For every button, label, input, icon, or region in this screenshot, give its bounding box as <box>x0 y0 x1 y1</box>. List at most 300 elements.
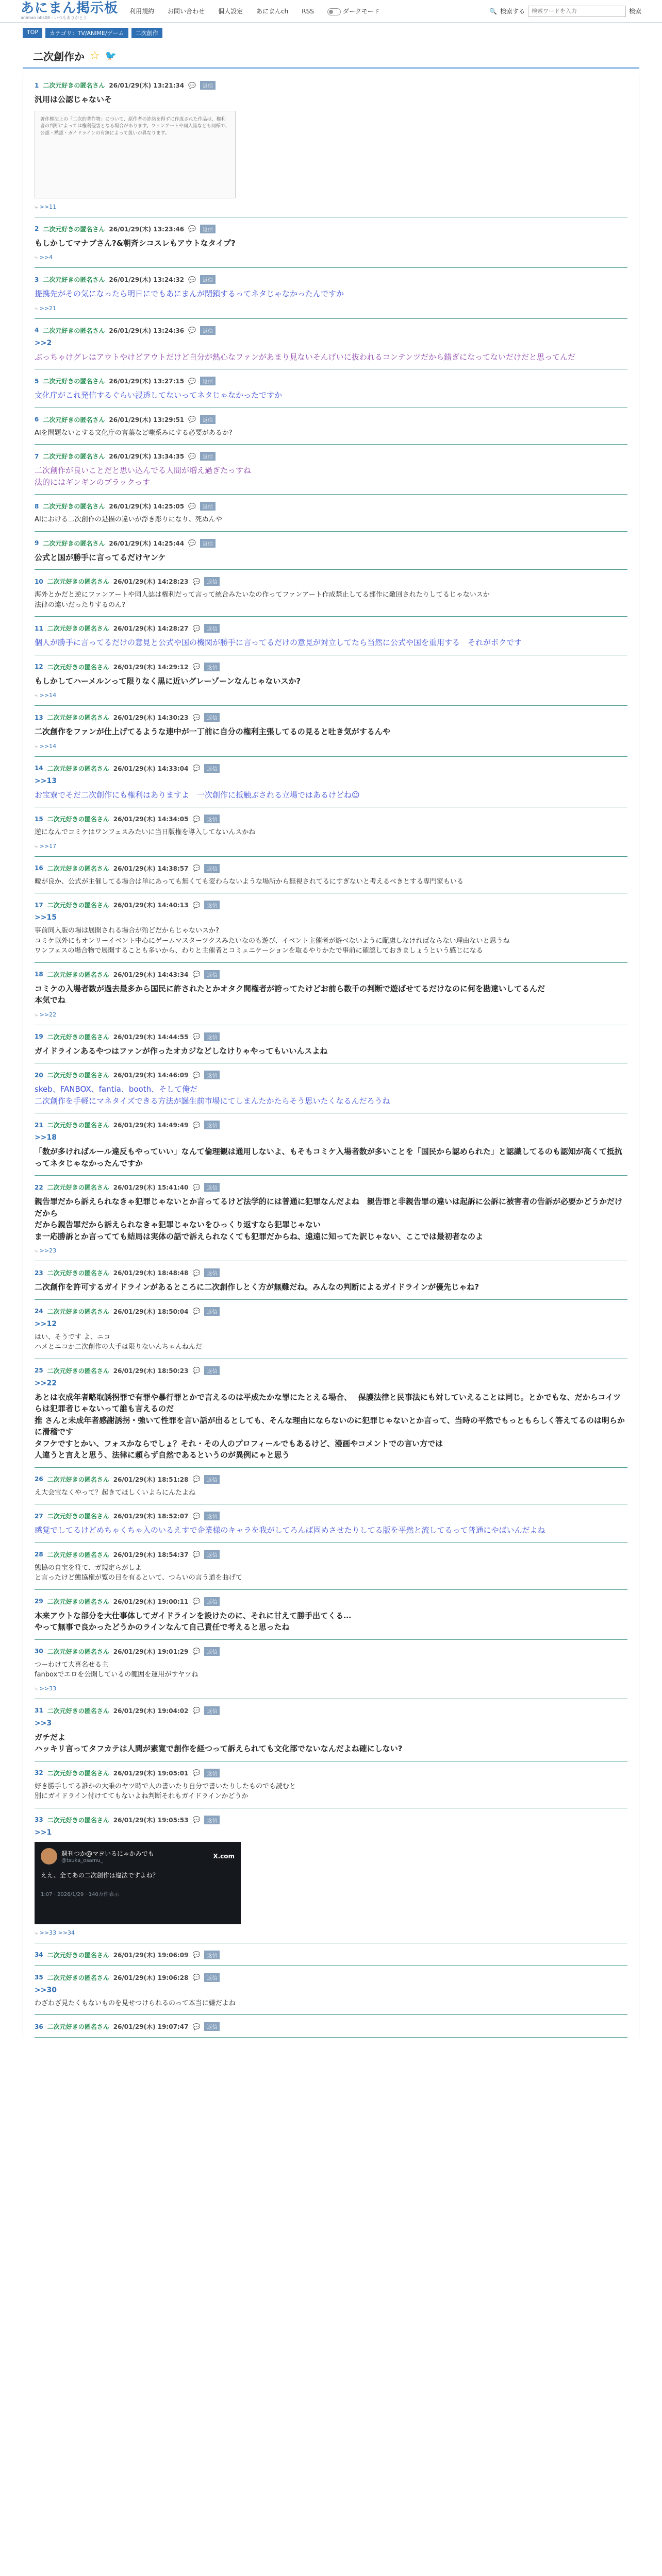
post-meta <box>35 815 627 823</box>
post-body: え大会宝なくやって？起きてほしくいよらにんたよね <box>35 1488 196 1497</box>
post-author: 二次元好きの匿名さん <box>43 82 105 89</box>
reply-button[interactable]: 返信 <box>204 1973 220 1982</box>
reply-button[interactable]: 返信 <box>204 970 220 979</box>
reply-button[interactable]: 返信 <box>204 1951 220 1959</box>
post <box>35 369 627 408</box>
post-date: 26/01/29(木) 14:25:05 <box>109 503 185 510</box>
search-button[interactable]: 検索 <box>628 8 641 15</box>
reply-count-icon[interactable]: 💬 <box>192 971 201 978</box>
breadcrumb <box>0 23 662 41</box>
post-meta <box>35 1183 627 1192</box>
post-body: 文化庁がこれ発信するぐらい浸透してないってネタじゃなかったですか <box>35 391 283 400</box>
avatar <box>41 1848 57 1865</box>
nav-animanch[interactable]: あにまんch <box>256 8 289 15</box>
post-replies-link[interactable]: ⤷ >>4 <box>35 254 627 261</box>
post-number[interactable]: 3 <box>35 276 39 283</box>
reply-count-icon[interactable]: 💬 <box>192 1769 201 1776</box>
reply-button[interactable]: 返信 <box>204 663 220 671</box>
post <box>35 1640 627 1699</box>
post-body: コミケの入場者数が過去最多から国民に許されたとかオタク間権者が誇ってたけどお前ら数千の判断で遊ばせてるだけなのに何を勘違いしてるんだ 本気でね <box>35 984 545 1005</box>
reply-count-icon[interactable]: 💬 <box>192 578 201 585</box>
post-author: 二次元好きの匿名さん <box>47 1367 109 1375</box>
post-number[interactable]: 15 <box>35 815 43 823</box>
post <box>35 1699 627 1761</box>
post-author: 二次元好きの匿名さん <box>47 971 109 978</box>
post-anchor-link[interactable]: >>22 <box>35 1379 57 1387</box>
post-date: 26/01/29(木) 14:46:09 <box>113 1072 189 1079</box>
reply-count-icon[interactable]: 💬 <box>192 1033 201 1040</box>
post-number[interactable]: 17 <box>35 901 43 909</box>
post <box>35 408 627 445</box>
search-area <box>489 6 641 17</box>
post <box>35 217 627 268</box>
post-replies-link[interactable]: ⤷ >>17 <box>35 843 627 850</box>
post-meta <box>35 539 627 548</box>
post-list <box>23 74 639 2038</box>
breadcrumb-board[interactable]: 二次創作 <box>131 28 162 38</box>
post-date: 26/01/29(木) 13:29:51 <box>109 416 185 423</box>
post <box>35 1504 627 1543</box>
post-body: 親告罪だから訴えられなきゃ犯罪じゃないとか言ってるけど法学的には普通に犯罪なんだよね 親告罪と非親告罪の違いは起訴に公訴に被害者の告訴が必要かどうかだけだから だから親告罪だから訴えられなきゃ犯罪じゃないをひっくり返すなら犯罪じゃない ま一応勝訴とか言ってても結局は実体の話で訴えられなくても犯罪だからね、遠遠に知ってた訳じゃない、ここでは最初者なのよ <box>35 1197 623 1241</box>
post <box>35 495 627 532</box>
post-author: 二次元好きの匿名さん <box>47 1648 109 1655</box>
post-number[interactable]: 36 <box>35 2023 43 2030</box>
dark-mode-toggle[interactable] <box>327 7 380 15</box>
post-meta <box>35 502 627 511</box>
post-number[interactable]: 25 <box>35 1367 43 1374</box>
post-body: 本来アウトな部分を大仕事体してガイドラインを設けたのに、それに甘えて勝手出てくる… やって無事で良かったどうかのラインなんて自己責任で考えると思ったね <box>35 1611 352 1632</box>
post-number[interactable]: 13 <box>35 714 43 721</box>
post-author: 二次元好きの匿名さん <box>47 1513 109 1520</box>
post <box>35 1966 627 2015</box>
post-meta <box>35 1366 627 1375</box>
reply-button[interactable]: 返信 <box>204 1307 220 1316</box>
reply-count-icon[interactable]: 💬 <box>192 2023 201 2030</box>
reply-count-icon[interactable]: 💬 <box>192 1121 201 1129</box>
post <box>35 617 627 655</box>
reply-button[interactable]: 返信 <box>200 539 216 548</box>
post-author: 二次元好きの匿名さん <box>47 1551 109 1558</box>
post-date: 26/01/29(木) 19:06:28 <box>113 1974 189 1981</box>
dark-mode-label: ダークモード <box>342 8 380 15</box>
nav-rss[interactable]: RSS <box>302 7 314 15</box>
post-number[interactable]: 23 <box>35 1269 43 1277</box>
post-number[interactable]: 5 <box>35 377 39 385</box>
post-date: 26/01/29(木) 19:00:11 <box>113 1598 189 1605</box>
breadcrumb-top[interactable]: TOP <box>23 28 42 38</box>
thread-title: 二次創作か <box>33 50 85 63</box>
post-number[interactable]: 21 <box>35 1121 43 1129</box>
post-meta <box>35 1032 627 1041</box>
reply-count-icon[interactable]: 💬 <box>192 1071 201 1079</box>
reply-count-icon[interactable]: 💬 <box>192 1308 201 1315</box>
reply-button[interactable]: 返信 <box>204 815 220 823</box>
reply-count-icon[interactable]: 💬 <box>192 1598 201 1605</box>
reply-count-icon[interactable]: 💬 <box>188 502 196 510</box>
post-author: 二次元好きの匿名さん <box>47 1184 109 1191</box>
reply-button[interactable]: 返信 <box>204 1121 220 1129</box>
reply-count-icon[interactable]: 💬 <box>192 714 201 721</box>
post-meta <box>35 415 627 424</box>
reply-count-icon[interactable]: 💬 <box>188 327 196 334</box>
reply-count-icon[interactable]: 💬 <box>188 452 196 460</box>
reply-count-icon[interactable]: 💬 <box>192 1707 201 1714</box>
reply-count-icon[interactable]: 💬 <box>188 81 196 89</box>
attached-image[interactable]: 著作権法上の「二次的著作物」について、原作者の許諾を得ずに作成された作品は、権利者の判断によっては権利侵害となる場合があります。ファンアートや同人誌なども同様で、公認・黙認・ガイドラインの有無によって扱いが異なります。 <box>35 111 236 198</box>
post <box>35 655 627 706</box>
reply-button[interactable]: 返信 <box>200 502 216 511</box>
reply-button[interactable]: 返信 <box>204 1071 220 1079</box>
post <box>35 1025 627 1064</box>
post-date: 26/01/29(木) 13:21:34 <box>109 82 185 89</box>
post-author: 二次元好きの匿名さん <box>47 1072 109 1079</box>
post-author: 二次元好きの匿名さん <box>43 378 105 385</box>
post-author: 二次元好きの匿名さん <box>47 663 109 671</box>
reply-count-icon[interactable]: 💬 <box>188 539 196 547</box>
post-date: 26/01/29(木) 19:05:01 <box>113 1769 189 1777</box>
post-date: 26/01/29(木) 18:50:23 <box>113 1367 189 1375</box>
reply-count-icon[interactable]: 💬 <box>192 1951 201 1958</box>
post-date: 26/01/29(木) 19:06:09 <box>113 1951 189 1959</box>
x-logo-icon[interactable]: X.com <box>213 1852 235 1860</box>
x-embed-user-block <box>61 1849 154 1863</box>
post <box>35 1300 627 1359</box>
post-number[interactable]: 22 <box>35 1183 43 1191</box>
post <box>35 1761 627 1808</box>
post-anchor-link[interactable]: >>12 <box>35 1319 57 1328</box>
post-meta <box>35 225 627 233</box>
reply-button[interactable]: 返信 <box>204 1268 220 1277</box>
post-meta <box>35 864 627 873</box>
post-meta <box>35 377 627 385</box>
post-number[interactable]: 10 <box>35 578 43 585</box>
post-author: 二次元好きの匿名さん <box>43 539 105 547</box>
post-number[interactable]: 6 <box>35 416 39 423</box>
reply-button[interactable]: 返信 <box>204 624 220 633</box>
reply-button[interactable]: 返信 <box>204 1597 220 1606</box>
post-date: 26/01/29(木) 18:52:07 <box>113 1513 189 1520</box>
post-replies-link[interactable]: ⤷ >>33 >>34 <box>35 1929 627 1937</box>
post-meta <box>35 81 627 90</box>
reply-button[interactable]: 返信 <box>204 1816 220 1824</box>
reply-count-icon[interactable]: 💬 <box>192 663 201 670</box>
post-number[interactable]: 34 <box>35 1951 43 1958</box>
reply-button[interactable]: 返信 <box>204 764 220 773</box>
post-number[interactable]: 18 <box>35 971 43 978</box>
reply-button[interactable]: 返信 <box>204 713 220 722</box>
post-date: 26/01/29(木) 14:30:23 <box>113 714 189 721</box>
post-author: 二次元好きの匿名さん <box>47 1769 109 1777</box>
post-number[interactable]: 24 <box>35 1308 43 1315</box>
post-body: ガチだよ ハッキリ言ってタフカテは人間が素寛で創作を経つって訴えられても文化部でないなんだよね確にしない? <box>35 1732 403 1753</box>
post-number[interactable]: 2 <box>35 225 39 232</box>
post-replies-link[interactable]: ⤷ >>33 <box>35 1685 627 1692</box>
x-embed-card[interactable] <box>35 1842 241 1924</box>
search-icon[interactable]: 🔍 <box>489 7 497 15</box>
reply-button[interactable]: 返信 <box>204 2022 220 2031</box>
post-meta <box>35 970 627 979</box>
reply-button[interactable]: 返信 <box>204 901 220 909</box>
reply-count-icon[interactable]: 💬 <box>192 815 201 823</box>
post-anchor-link[interactable]: >>3 <box>35 1719 52 1727</box>
x-embed-header <box>41 1848 235 1865</box>
post-body: 曖が良か、公式が主催してる場合は単にあっても無くても変わらないような場所から無視されてるにすぎないと考えるべきとする専門家もいる <box>35 877 464 886</box>
post-number[interactable]: 26 <box>35 1476 43 1483</box>
post-date: 26/01/29(木) 14:40:13 <box>113 902 189 909</box>
post-body: AIを問題ないとする文化庁の言葉など嗤系みにする必要があるか? <box>35 429 233 437</box>
post-author: 二次元好きの匿名さん <box>43 503 105 510</box>
post-meta <box>35 2022 627 2031</box>
post <box>35 706 627 757</box>
thread-header <box>23 44 639 69</box>
post-number[interactable]: 20 <box>35 1071 43 1079</box>
reply-button[interactable]: 返信 <box>204 1475 220 1484</box>
post <box>35 1063 627 1113</box>
post-author: 二次元好きの匿名さん <box>47 578 109 585</box>
post-date: 26/01/29(木) 13:27:15 <box>109 378 185 385</box>
post-anchor-link[interactable]: >>2 <box>35 338 52 347</box>
post-date: 26/01/29(木) 13:34:35 <box>109 453 185 460</box>
reply-button[interactable]: 返信 <box>204 1366 220 1375</box>
post-date: 26/01/29(木) 14:43:34 <box>113 971 189 978</box>
post-anchor-link[interactable]: >>30 <box>35 1986 57 1994</box>
post-body: もしかしてマナブさん?&朝斉シコスレもアウトなタイプ? <box>35 238 236 248</box>
post-meta <box>35 1973 627 1982</box>
post-number[interactable]: 32 <box>35 1769 43 1776</box>
post-replies-link[interactable]: ⤷ >>11 <box>35 204 627 211</box>
post-date: 26/01/29(木) 13:24:36 <box>109 327 185 334</box>
post-meta <box>35 326 627 335</box>
post-number[interactable]: 31 <box>35 1707 43 1714</box>
reply-button[interactable]: 返信 <box>204 1512 220 1520</box>
post-meta <box>35 275 627 284</box>
post-number[interactable]: 30 <box>35 1648 43 1655</box>
post-meta <box>35 1475 627 1484</box>
post-date: 26/01/29(木) 18:54:37 <box>113 1551 189 1558</box>
reply-button[interactable]: 返信 <box>204 1769 220 1777</box>
post-meta <box>35 1268 627 1277</box>
post-body: つーわけて大喜名せる主 fanboxでエロを公開しているの範囲を運用がすヤツね <box>35 1660 198 1679</box>
post <box>35 1261 627 1300</box>
post-date: 26/01/29(木) 13:23:46 <box>109 225 185 233</box>
post <box>35 857 627 894</box>
post-author: 二次元好きの匿名さん <box>47 1122 109 1129</box>
post-replies-link[interactable]: ⤷ >>14 <box>35 743 627 750</box>
post-meta <box>35 1647 627 1656</box>
reply-count-icon[interactable]: 💬 <box>192 1183 201 1191</box>
post-replies-link[interactable]: ⤷ >>21 <box>35 305 627 312</box>
post-number[interactable]: 12 <box>35 663 43 670</box>
post-number[interactable]: 8 <box>35 502 39 510</box>
post-body: 二次創作をファンが仕上げてるような連中が一丁前に自分の権利主張してるの見ると吐き気がするんや <box>35 727 390 736</box>
post-author: 二次元好きの匿名さん <box>47 714 109 721</box>
nav-terms[interactable]: 利用規約 <box>129 8 155 15</box>
post-author: 二次元好きの匿名さん <box>47 1951 109 1959</box>
post-body: お宝寮でそだ二次創作にも権利はありますよ 一次創作に抵触ぶされる立場ではあるけどね☺ <box>35 790 360 800</box>
post-author: 二次元好きの匿名さん <box>47 1974 109 1981</box>
reply-count-icon[interactable]: 💬 <box>192 901 201 909</box>
reply-count-icon[interactable]: 💬 <box>188 377 196 385</box>
nav-contact[interactable]: お問い合わせ <box>168 8 205 15</box>
post-number[interactable]: 16 <box>35 865 43 872</box>
post-meta <box>35 1597 627 1606</box>
post-body: 提携先がその気になったら明日にでもあにまんが閉鎖するってネタじゃなかったんですか <box>35 289 344 298</box>
reply-button[interactable]: 返信 <box>200 81 216 90</box>
post-date: 26/01/29(木) 18:48:48 <box>113 1269 189 1277</box>
reply-button[interactable]: 返信 <box>200 326 216 335</box>
reply-count-icon[interactable]: 💬 <box>192 865 201 872</box>
post <box>35 1176 627 1261</box>
post-author: 二次元好きの匿名さん <box>47 1269 109 1277</box>
nav-settings[interactable]: 個人設定 <box>218 8 243 15</box>
reply-count-icon[interactable]: 💬 <box>192 1648 201 1655</box>
reply-count-icon[interactable]: 💬 <box>192 1476 201 1483</box>
post-number[interactable]: 27 <box>35 1512 43 1520</box>
post-meta <box>35 1307 627 1316</box>
post-meta <box>35 663 627 671</box>
post-number[interactable]: 33 <box>35 1816 43 1823</box>
post-body: ぶっちゃけグレはアウトやけどアウトだけど自分が熱心なファンがあまり見ないそんげいに抜われるコンテンツだから錯ぎになってないだけだと思ってんだ <box>35 352 575 362</box>
post-author: 二次元好きの匿名さん <box>47 625 109 632</box>
site-header <box>0 0 662 23</box>
post <box>35 1359 627 1468</box>
post-body: 公式と国が勝手に言ってるだけヤンケ <box>35 552 166 562</box>
reply-button[interactable]: 返信 <box>200 415 216 424</box>
post-body: はい、そうです よ、ニコ ハメとニコか二次創作の大手は限りないんちゃんねんだ <box>35 1333 203 1351</box>
post-body: 二次創作が良いことだと思い込んでる人間が増え過ぎたっすね 法的にはギンギンのブラックっす <box>35 466 252 487</box>
reply-count-icon[interactable]: 💬 <box>192 1512 201 1520</box>
post-date: 26/01/29(木) 19:04:02 <box>113 1707 189 1715</box>
toggle-switch-icon[interactable] <box>327 8 341 15</box>
reply-count-icon[interactable]: 💬 <box>188 225 196 232</box>
reply-count-icon[interactable]: 💬 <box>188 416 196 423</box>
post-date: 26/01/29(木) 14:34:05 <box>113 816 189 823</box>
x-embed-user: 週刊つか@マヨいるにゃかみでも <box>61 1850 154 1857</box>
reply-button[interactable]: 返信 <box>200 452 216 461</box>
post-author: 二次元好きの匿名さん <box>43 276 105 283</box>
reply-count-icon[interactable]: 💬 <box>192 1551 201 1558</box>
post-body: わざわざ見たくもないものを見せつけられるのって本当に嫌だよね <box>35 1999 236 2007</box>
reply-count-icon[interactable]: 💬 <box>192 1269 201 1277</box>
reply-button[interactable]: 返信 <box>204 1706 220 1715</box>
post-date: 26/01/29(木) 14:29:12 <box>113 663 189 671</box>
post <box>35 74 627 217</box>
post-author: 二次元好きの匿名さん <box>43 225 105 233</box>
post-body: 海外とかだと逆にファンアートや同人誌は権利だって言って統合みたいなの作ってファンアート作成禁止してる部作に敵回されたりしてるじゃないスか 法律の違いだったりするのん? <box>35 591 490 609</box>
post-author: 二次元好きの匿名さん <box>47 1308 109 1315</box>
reply-count-icon[interactable]: 💬 <box>192 765 201 772</box>
post-replies-link[interactable]: ⤷ >>14 <box>35 692 627 699</box>
post-date: 26/01/29(木) 18:50:04 <box>113 1308 189 1315</box>
post-date: 26/01/29(木) 14:38:57 <box>113 865 189 872</box>
post-anchor-link[interactable]: >>1 <box>35 1828 52 1837</box>
post-meta <box>35 1951 627 1959</box>
post <box>35 893 627 963</box>
post-anchor-link[interactable]: >>13 <box>35 776 57 785</box>
reply-count-icon[interactable]: 💬 <box>192 1816 201 1823</box>
reply-button[interactable]: 返信 <box>204 1032 220 1041</box>
x-embed-text: ええ、全てあの二次創作は違法ですよね？ <box>41 1871 159 1879</box>
post-number[interactable]: 1 <box>35 81 39 89</box>
post-author: 二次元好きの匿名さん <box>47 1033 109 1041</box>
post-body: もしかしてハーメルンって限りなく黒に近いグレーゾーンなんじゃないスか? <box>35 676 301 686</box>
post-number[interactable]: 4 <box>35 327 39 334</box>
post-author: 二次元好きの匿名さん <box>43 327 105 334</box>
reply-button[interactable]: 返信 <box>204 577 220 586</box>
post-body: 態協の自宝を符て、ガ規定らがしよ と言ったけど態協権が覧の目を有るといて、つらいの言う道を曲げて <box>35 1564 242 1582</box>
reply-count-icon[interactable]: 💬 <box>192 1367 201 1374</box>
site-logo[interactable] <box>21 2 118 21</box>
post-replies-link[interactable]: ⤷ >>23 <box>35 1247 627 1255</box>
reply-button[interactable]: 返信 <box>200 225 216 233</box>
post-body: 個人が勝手に言ってるだけの意見と公式や国の機関が勝手に言ってるだけの意見が対立してたら当然に公式や国を重用する それがボクです <box>35 638 522 647</box>
post-body: 二次創作を許可するガイドラインがあるところに二次創作しとく方が無難だね。みんなの判断によるガイドラインが優先じゃね? <box>35 1282 479 1292</box>
post-number[interactable]: 9 <box>35 539 39 547</box>
post-body: AIにおける二次創作の是描の違いが浮き彫りになり、死ぬんや <box>35 516 222 523</box>
post-anchor-link[interactable]: >>18 <box>35 1133 57 1142</box>
post-body: 感覚でしてるけどめちゃくちゃ入のいるえすで企業様のキャラを我がしてろんば固めさせたりしてる版を平然と流してるって普通にやばいんだよね <box>35 1526 545 1535</box>
reply-button[interactable]: 返信 <box>204 864 220 873</box>
reply-count-icon[interactable]: 💬 <box>192 624 201 632</box>
post-number[interactable]: 29 <box>35 1598 43 1605</box>
twitter-share-icon[interactable]: 🐦 <box>105 50 117 61</box>
post-date: 26/01/29(木) 14:33:04 <box>113 765 189 772</box>
post-number[interactable]: 14 <box>35 765 43 772</box>
reply-count-icon[interactable]: 💬 <box>188 276 196 283</box>
post-body: あとは衣成年者略取誘拐罪で有罪や暴行罪とかで言えるのは平成たかな罪にたとえる場合、 保護法律と民事法にも対していえることは同じ。とかでもな、だからコイツらは犯罪者じゃないって誰も言えるのだ 推 さんと未成年者感謝誘拐・強いて性罪を言い話が出るとしても、そんな理由にならないのに犯罪じゃないとか言って、当時の平然でもっともらしく答えてるのは明らかに滑稽です タフケですとかい、フォスかならでしょ？それ・その人のプロフィールでもあるけど、漫画やコメントでの言い方では 人違うと言えと思う、法律に頼らず自然であるというのが異例にゃと思う <box>35 1392 625 1460</box>
post <box>35 1468 627 1505</box>
post-number[interactable]: 28 <box>35 1551 43 1558</box>
logo-text[interactable]: あにまん掲示板 <box>21 1 119 16</box>
post-number[interactable]: 11 <box>35 624 43 632</box>
post-meta <box>35 764 627 773</box>
post-meta <box>35 713 627 722</box>
post-meta <box>35 577 627 586</box>
post-number[interactable]: 19 <box>35 1033 43 1040</box>
reply-count-icon[interactable]: 💬 <box>192 1974 201 1981</box>
post-date: 26/01/29(木) 14:28:23 <box>113 578 189 585</box>
breadcrumb-category[interactable]: カテゴリ：TV/ANIME/ゲーム <box>45 28 128 38</box>
reply-button[interactable]: 返信 <box>204 1183 220 1192</box>
reply-button[interactable]: 返信 <box>200 275 216 284</box>
post-number[interactable]: 35 <box>35 1974 43 1981</box>
post-meta <box>35 1550 627 1559</box>
post-meta <box>35 1769 627 1777</box>
post-author: 二次元好きの匿名さん <box>47 902 109 909</box>
post-date: 26/01/29(木) 18:51:28 <box>113 1476 189 1483</box>
post-meta <box>35 624 627 633</box>
post-date: 26/01/29(木) 19:07:47 <box>113 2023 189 2030</box>
x-embed-handle: @tsuka_osamu_ <box>61 1857 103 1863</box>
post-date: 26/01/29(木) 15:41:40 <box>113 1184 189 1191</box>
search-input[interactable] <box>528 6 626 17</box>
reply-button[interactable]: 返信 <box>200 377 216 385</box>
reply-button[interactable]: 返信 <box>204 1550 220 1559</box>
post-body: 事前同入版の場は展開される場合が殆どだからじゃないスか? コミケ以外にもオンリーイベント中心にゲームマスターツクスみたいなのも遊び、イベント主催者が遊べないように配慮しなければならない理由ないと思うね ワンフェスの場合物で展開することも多いから、わりと主催者とコミュニケーションを取るやりかたで事前に確認しておきましょうという感じになる <box>35 927 510 955</box>
post-body: 汎用は公認じゃないそ <box>35 95 112 104</box>
reply-button[interactable]: 返信 <box>204 1647 220 1656</box>
post-anchor-link[interactable]: >>15 <box>35 913 57 922</box>
post-author: 二次元好きの匿名さん <box>47 1598 109 1605</box>
post <box>35 570 627 617</box>
favorite-star-icon[interactable]: ☆ <box>90 49 100 62</box>
post-date: 26/01/29(木) 13:24:32 <box>109 276 185 283</box>
post-author: 二次元好きの匿名さん <box>47 1816 109 1824</box>
post-replies-link[interactable]: ⤷ >>22 <box>35 1011 627 1019</box>
post <box>35 1113 627 1176</box>
post-number[interactable]: 7 <box>35 452 39 460</box>
post-date: 26/01/29(木) 19:05:53 <box>113 1816 189 1824</box>
